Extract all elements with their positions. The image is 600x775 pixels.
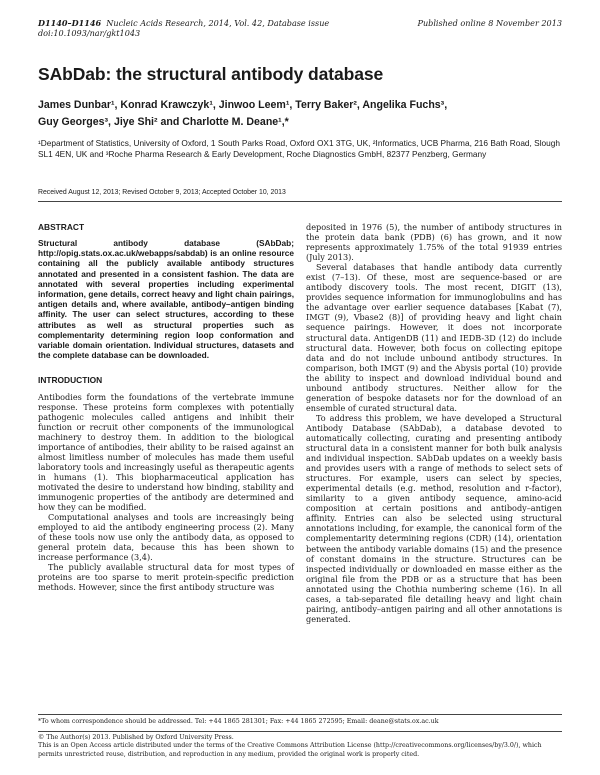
running-header — [38, 18, 562, 38]
abstract-text: Structural antibody database (SAbDab; http://opig.stats.ox.ac.uk/webapps/sabdab) is an online resource containing all the publicly available antibody structures annotated and presented in a consistent fashion. The data are annotated with several properties including experimental information, gene details, correct heavy and light chain pairings, antigen details and, where available, antibody–antigen binding affinity. The user can select structures, according to these attributes as well as structural properties such as complementarity determining region loop conformation and variable domain orientation. Individual structures, datasets and the complete database can be downloaded. — [38, 238, 294, 361]
doi[interactable]: doi:10.1093/nar/gkt1043 — [38, 28, 141, 38]
footnote-divider — [38, 714, 562, 715]
intro-paragraph-2: Computational analyses and tools are increasingly being employed to aid the antibody engineering process (2). Many of these tools now use only the antibody data, as opposed to general protein data, because this has been shown to increase performance (3,4). — [38, 512, 294, 563]
journal-citation: Nucleic Acids Research, 2014, Vol. 42, Database issue — [106, 18, 330, 28]
copyright-divider — [38, 731, 562, 732]
intro-paragraph-1: Antibodies form the foundations of the vertebrate immune response. These proteins form complexes with potentially pathogenic molecules called antigens and inhibit their function or recruit other components of the immunological machinery to destroy them. In addition to the biological importance of antibodies, their ability to be raised against an almost limitless number of molecules has made them useful laboratory tools and increasingly useful as therapeutic agents in humans (1). This biopharmaceutical application has motivated the desire to understand how binding, stability and immunogenic properties of the antibody are determined and how they can be modified. — [38, 391, 294, 513]
right-column — [306, 222, 562, 624]
license-footnote — [38, 734, 568, 759]
right-paragraph-2: Several databases that handle antibody data currently exist (7–13). Of these, most are sequence-based or are antibody discovery tools. The most recent, DIGIT (13), provides sequence information for immunoglobulins and has the advantage over earlier sequence databases [Kabat (7), IMGT (9), Vbase2 (8)] of providing heavy and light chain sequence pairings. However, it does not incorporate structural data. AntigenDB (11) and IEDB-3D (12) do include structural data. However, both focus on collecting epitope data and do not include unbound antibody structures. In comparison, both IMGT (9) and the Abysis portal (10) provide the ability to inspect and download individual bound and unbound antibody structures. Neither allow for the generation of bespoke datasets nor for the download of an ensemble of curated structural data. — [306, 262, 562, 413]
left-column — [38, 222, 294, 592]
right-paragraph-1: deposited in 1976 (5), the number of antibody structures in the protein data bank (PDB) (6) has grown, and it now represents approximately 1.75% of the total 91939 entries (July 2013). — [306, 222, 562, 263]
copyright-line: © The Author(s) 2013. Published by Oxford University Press. — [38, 734, 234, 741]
authors-line-1: James Dunbar¹, Konrad Krawczyk¹, Jinwoo Leem¹, Terry Baker², Angelika Fuchs³, — [38, 99, 448, 111]
introduction-heading: INTRODUCTION — [38, 375, 103, 386]
right-paragraph-3: To address this problem, we have developed a Structural Antibody Database (SAbDab), a database devoted to automatically collecting, curating and presenting antibody structural data in a consistent manner for both bulk analysis and individual inspection. SAbDab updates on a weekly basis and provides users with a range of methods to select sets of structures. For example, users can select by species, experimental details (e.g. method, resolution and r-factor), similarity to a given antibody sequence, amino-acid composition at certain positions and antibody–antigen affinity. Entries can also be selected using structural annotations including, for example, the canonical form of the complementarity determining regions (CDR) (14), orientation between the antibody variable domains (15) and the presence of constant domains in the structure. Structures can be inspected individually or downloaded en masse either as the original file from the PDB or as a structure that has been annotated using the Chothia numbering scheme (16). In all cases, a tab-separated file detailing heavy and light chain pairing, antibody–antigen pairing and all other annotations is generated. — [306, 412, 562, 624]
header-divider — [38, 201, 562, 202]
page-range: D1140–D1146 — [38, 18, 102, 28]
author-list — [38, 97, 562, 131]
correspondence-footnote: *To whom correspondence should be addressed. Tel: +44 1865 281301; Fax: +44 1865 272595; Email: deane@stats.ox.ac.uk — [38, 718, 439, 725]
article-title: SAbDab: the structural antibody database — [38, 64, 384, 84]
authors-line-2: Guy Georges³, Jiye Shi² and Charlotte M. Deane¹,* — [38, 116, 289, 128]
publication-date: Published online 8 November 2013 — [417, 18, 562, 28]
affiliations: ¹Department of Statistics, University of Oxford, 1 South Parks Road, Oxford OX1 3TG, UK, ²Informatics, UCB Pharma, 216 Bath Road, Slough SL1 4EN, UK and ³Roche Pharma Research & Early Development, Roche Diagnostics GmbH, 82377 Penzberg, Germany — [38, 138, 560, 160]
received-dates: Received August 12, 2013; Revised October 9, 2013; Accepted October 10, 2013 — [38, 189, 286, 196]
intro-paragraph-3: The publicly available structural data for most types of proteins are too sparse to merit protein-specific prediction methods. However, since the first antibody structure was — [38, 562, 294, 593]
license-text: This is an Open Access article distributed under the terms of the Creative Commons Attribution License (http://creativecommons.org/licenses/by/3.0/), which permits unrestricted reuse, distribution, and reproduction in any medium, provided the original work is properly cited. — [38, 742, 542, 758]
abstract-heading: ABSTRACT — [38, 222, 85, 232]
